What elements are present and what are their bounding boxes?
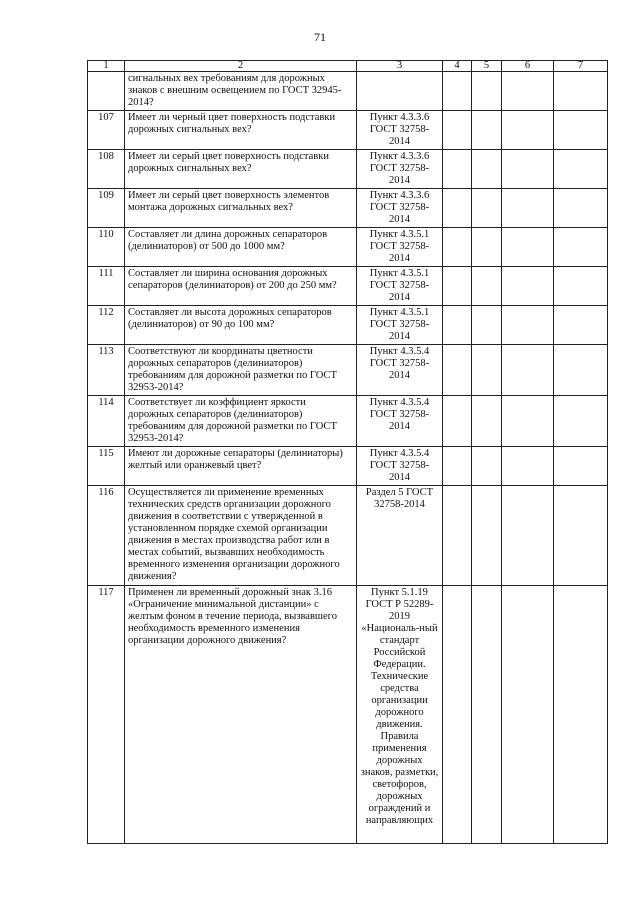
- row-number: 117: [88, 586, 125, 844]
- answer-cell: [554, 72, 608, 111]
- table-row: [88, 396, 608, 447]
- answer-cell: [443, 228, 472, 267]
- row-number: [88, 72, 125, 111]
- question-text: сигнальных вех требованиям для дорожных знаков с внешним освещением по ГОСТ 32945-2014?: [125, 72, 357, 111]
- answer-cell: [472, 228, 502, 267]
- answer-cell: [554, 586, 608, 844]
- answer-cell: [472, 396, 502, 447]
- answer-cell: [554, 447, 608, 486]
- answer-cell: [443, 267, 472, 306]
- answer-cell: [472, 447, 502, 486]
- reference-text: Пункт 4.3.3.6 ГОСТ 32758-2014: [357, 189, 443, 228]
- question-text: Имеет ли серый цвет поверхность подставки дорожных сигнальных вех?: [125, 150, 357, 189]
- answer-cell: [472, 486, 502, 586]
- header-col-4: 4: [443, 61, 472, 72]
- answer-cell: [472, 586, 502, 844]
- answer-cell: [443, 486, 472, 586]
- row-number: 109: [88, 189, 125, 228]
- page-number: 71: [314, 30, 326, 44]
- answer-cell: [472, 72, 502, 111]
- answer-cell: [502, 150, 554, 189]
- table-row: [88, 228, 608, 267]
- reference-text: Пункт 4.3.5.1 ГОСТ 32758-2014: [357, 228, 443, 267]
- row-number: 108: [88, 150, 125, 189]
- table-row: [88, 189, 608, 228]
- header-col-1: 1: [88, 61, 125, 72]
- question-text: Имеет ли серый цвет поверхность элементов монтажа дорожных сигнальных вех?: [125, 189, 357, 228]
- answer-cell: [443, 345, 472, 396]
- answer-cell: [472, 189, 502, 228]
- answer-cell: [502, 586, 554, 844]
- answer-cell: [554, 396, 608, 447]
- answer-cell: [472, 345, 502, 396]
- row-number: 116: [88, 486, 125, 586]
- question-text: Составляет ли длина дорожных сепараторов (делиниаторов) от 500 до 1000 мм?: [125, 228, 357, 267]
- answer-cell: [502, 306, 554, 345]
- answer-cell: [554, 306, 608, 345]
- table-row: [88, 150, 608, 189]
- answer-cell: [443, 150, 472, 189]
- table-row: [88, 345, 608, 396]
- answer-cell: [554, 267, 608, 306]
- row-number: 113: [88, 345, 125, 396]
- answer-cell: [502, 111, 554, 150]
- answer-cell: [502, 486, 554, 586]
- table-row: [88, 267, 608, 306]
- header-col-7: 7: [554, 61, 608, 72]
- question-text: Составляет ли ширина основания дорожных сепараторов (делиниаторов) от 200 до 250 мм?: [125, 267, 357, 306]
- reference-text: Пункт 5.1.19 ГОСТ Р 52289-2019 «Националь-ный стандарт Российской Федерации. Технические средства организации дорожного движения. Правила применения дорожных знаков, разметки, светофоров, дорожных ограждений и направляющих: [357, 586, 443, 844]
- answer-cell: [472, 267, 502, 306]
- answer-cell: [554, 228, 608, 267]
- question-text: Соответствуют ли координаты цветности дорожных сепараторов (делиниаторов) требованиям для дорожной разметки по ГОСТ 32953-2014?: [125, 345, 357, 396]
- answer-cell: [443, 447, 472, 486]
- header-col-5: 5: [472, 61, 502, 72]
- question-text: Осуществляется ли применение временных технических средств организации дорожного движения в соответствии с утвержденной в установленном порядке схемой организации движения в местах производства работ или в местах событий, вызвавших необходимость временного изменения организации дорожного движения?: [125, 486, 357, 586]
- answer-cell: [554, 486, 608, 586]
- row-number: 107: [88, 111, 125, 150]
- answer-cell: [443, 396, 472, 447]
- table-row: [88, 447, 608, 486]
- answer-cell: [554, 345, 608, 396]
- question-text: Применен ли временный дорожный знак 3.16 «Ограничение минимальной дистанции» с желтым фоном в течение периода, вызвавшего необходимость временного изменения организации дорожного движения?: [125, 586, 357, 844]
- answer-cell: [502, 228, 554, 267]
- question-text: Имеет ли черный цвет поверхность подставки дорожных сигнальных вех?: [125, 111, 357, 150]
- reference-text: Пункт 4.3.3.6 ГОСТ 32758-2014: [357, 111, 443, 150]
- table-row: [88, 306, 608, 345]
- reference-text: Пункт 4.3.3.6 ГОСТ 32758-2014: [357, 150, 443, 189]
- answer-cell: [443, 306, 472, 345]
- reference-text: Пункт 4.3.5.4 ГОСТ 32758-2014: [357, 447, 443, 486]
- header-col-2: 2: [125, 61, 357, 72]
- row-number: 114: [88, 396, 125, 447]
- answer-cell: [443, 586, 472, 844]
- answer-cell: [502, 267, 554, 306]
- row-number: 112: [88, 306, 125, 345]
- answer-cell: [554, 150, 608, 189]
- answer-cell: [472, 306, 502, 345]
- answer-cell: [502, 396, 554, 447]
- answer-cell: [443, 189, 472, 228]
- row-number: 110: [88, 228, 125, 267]
- header-row: [88, 61, 608, 72]
- reference-text: Раздел 5 ГОСТ 32758-2014: [357, 486, 443, 586]
- checklist-table: [87, 60, 608, 844]
- answer-cell: [443, 111, 472, 150]
- reference-text: Пункт 4.3.5.4 ГОСТ 32758-2014: [357, 396, 443, 447]
- question-text: Имеют ли дорожные сепараторы (делиниаторы) желтый или оранжевый цвет?: [125, 447, 357, 486]
- answer-cell: [502, 72, 554, 111]
- table-row: [88, 486, 608, 586]
- answer-cell: [443, 72, 472, 111]
- row-number: 111: [88, 267, 125, 306]
- reference-text: Пункт 4.3.5.1 ГОСТ 32758-2014: [357, 306, 443, 345]
- table-row: [88, 111, 608, 150]
- question-text: Составляет ли высота дорожных сепараторов (делиниаторов) от 90 до 100 мм?: [125, 306, 357, 345]
- row-number: 115: [88, 447, 125, 486]
- table-row: [88, 586, 608, 844]
- reference-text: [357, 72, 443, 111]
- answer-cell: [472, 150, 502, 189]
- answer-cell: [554, 189, 608, 228]
- reference-text: Пункт 4.3.5.4 ГОСТ 32758-2014: [357, 345, 443, 396]
- answer-cell: [502, 345, 554, 396]
- answer-cell: [472, 111, 502, 150]
- answer-cell: [502, 447, 554, 486]
- header-col-6: 6: [502, 61, 554, 72]
- table-row: [88, 72, 608, 111]
- answer-cell: [554, 111, 608, 150]
- question-text: Соответствует ли коэффициент яркости дорожных сепараторов (делиниаторов) требованиям для дорожной разметки по ГОСТ 32953-2014?: [125, 396, 357, 447]
- header-col-3: 3: [357, 61, 443, 72]
- answer-cell: [502, 189, 554, 228]
- reference-text: Пункт 4.3.5.1 ГОСТ 32758-2014: [357, 267, 443, 306]
